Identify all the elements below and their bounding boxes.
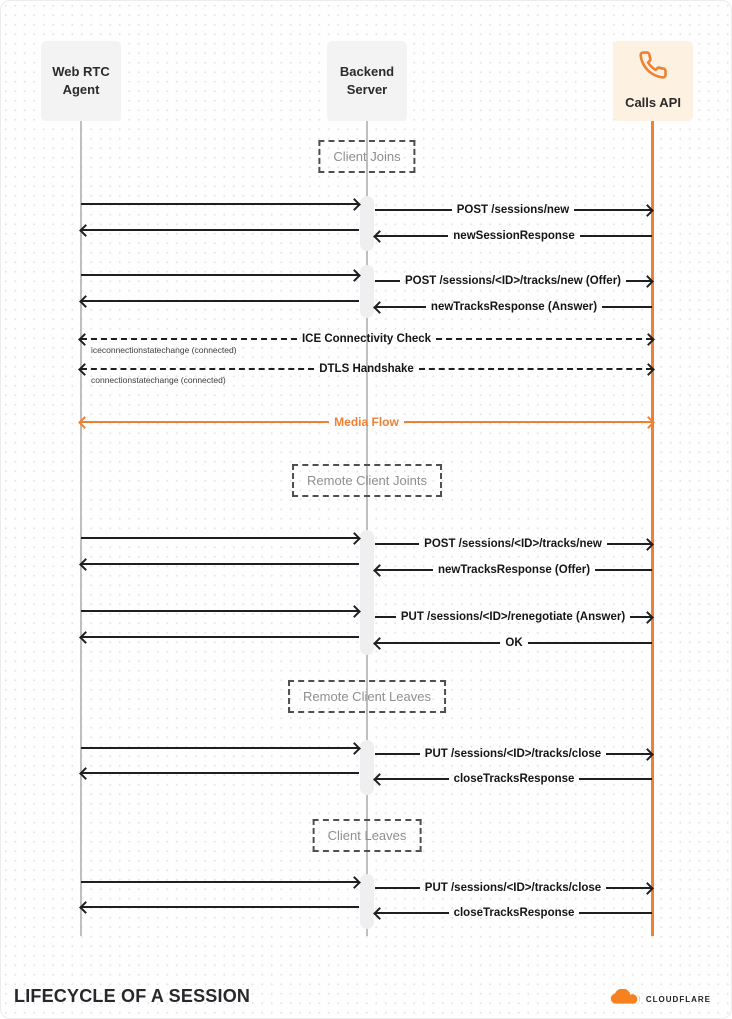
arrow-line xyxy=(579,778,652,780)
arrow-left-icon xyxy=(79,631,92,644)
arrow-right-icon xyxy=(641,538,654,551)
arrow-left-icon xyxy=(79,558,92,571)
arrow-line xyxy=(574,209,651,211)
arrow-line xyxy=(595,569,652,571)
message-label: POST /sessions/new xyxy=(456,204,570,216)
arrow-left-icon xyxy=(78,363,91,376)
span-label: ICE Connectivity Check xyxy=(301,333,432,345)
arrow-line xyxy=(82,563,359,565)
message-label: newSessionResponse xyxy=(453,230,575,242)
message-response-segment xyxy=(81,766,359,780)
arrow-left-icon xyxy=(373,907,386,920)
arrow-line xyxy=(580,235,652,237)
phone-icon xyxy=(638,50,668,85)
message-new-session-response xyxy=(375,229,652,243)
message-put-renegotiate-answer xyxy=(375,610,652,624)
message-request-segment xyxy=(81,604,359,618)
section-client-joins: Client Joins xyxy=(318,140,415,173)
arrow-line xyxy=(375,280,400,282)
activation-bar xyxy=(360,874,374,929)
arrow-line xyxy=(376,778,449,780)
arrow-line xyxy=(376,912,449,914)
arrow-right-icon xyxy=(348,198,361,211)
arrow-line xyxy=(82,300,359,302)
arrow-line xyxy=(375,887,420,889)
message-label: closeTracksResponse xyxy=(453,907,575,919)
orange-line xyxy=(404,421,652,423)
arrow-left-icon xyxy=(78,416,91,429)
ice-state-sublabel: iceconnectionstatechange (connected) xyxy=(91,345,237,355)
arrow-right-icon xyxy=(641,204,654,217)
arrow-right-icon xyxy=(641,882,654,895)
section-remote-client-joints: Remote Client Joints xyxy=(292,464,442,497)
arrow-left-icon xyxy=(373,301,386,314)
arrow-left-icon xyxy=(373,773,386,786)
message-request-segment xyxy=(81,875,359,889)
arrow-right-icon xyxy=(642,333,655,346)
arrow-line xyxy=(81,203,358,205)
message-response-segment xyxy=(81,294,359,308)
activation-bar xyxy=(360,530,374,655)
message-label: PUT /sessions/<ID>/renegotiate (Answer) xyxy=(400,611,626,623)
message-label: newTracksResponse (Offer) xyxy=(437,564,591,576)
arrow-left-icon xyxy=(373,637,386,650)
message-close-tracks-response xyxy=(375,772,652,786)
message-request-segment xyxy=(81,741,359,755)
arrow-right-icon xyxy=(348,532,361,545)
dashed-line xyxy=(81,338,297,340)
arrow-right-icon xyxy=(348,269,361,282)
arrow-line xyxy=(375,543,419,545)
message-label: closeTracksResponse xyxy=(453,773,575,785)
arrow-line xyxy=(375,616,396,618)
arrow-right-icon xyxy=(641,748,654,761)
message-label: newTracksResponse (Answer) xyxy=(430,301,598,313)
arrow-line xyxy=(375,209,452,211)
actor-label: Backend Server xyxy=(339,64,395,97)
arrow-line xyxy=(376,235,448,237)
arrow-right-icon xyxy=(348,742,361,755)
arrow-line xyxy=(81,274,358,276)
actor-label: Calls API xyxy=(625,94,681,110)
message-response-segment xyxy=(81,630,359,644)
arrow-right-icon xyxy=(348,605,361,618)
dashed-line xyxy=(81,368,314,370)
actor-webrtc-agent xyxy=(41,41,121,121)
message-close-tracks-response xyxy=(375,906,652,920)
message-put-tracks-close xyxy=(375,881,652,895)
arrow-line xyxy=(81,537,358,539)
orange-line xyxy=(81,421,329,423)
message-label: OK xyxy=(505,637,523,649)
span-dtls-handshake xyxy=(80,362,653,376)
arrow-right-icon xyxy=(642,363,655,376)
arrow-left-icon xyxy=(79,295,92,308)
section-client-leaves: Client Leaves xyxy=(313,819,422,852)
arrow-line xyxy=(375,753,420,755)
arrow-line xyxy=(528,642,652,644)
cloudflare-wordmark: CLOUDFLARE xyxy=(645,995,711,1004)
arrow-line xyxy=(82,229,359,231)
message-put-tracks-close xyxy=(375,747,652,761)
arrow-line xyxy=(602,306,652,308)
arrow-left-icon xyxy=(78,333,91,346)
message-post-sessions-new xyxy=(375,203,652,217)
arrow-right-icon xyxy=(641,611,654,624)
arrow-left-icon xyxy=(373,230,386,243)
arrow-line xyxy=(82,636,359,638)
span-label: Media Flow xyxy=(334,415,399,429)
lifeline-webrtc-agent xyxy=(80,120,82,936)
message-label: PUT /sessions/<ID>/tracks/close xyxy=(424,748,602,760)
arrow-left-icon xyxy=(79,901,92,914)
span-ice-connectivity-check xyxy=(80,332,653,346)
arrow-left-icon xyxy=(79,224,92,237)
message-ok xyxy=(375,636,652,650)
section-remote-client-leaves: Remote Client Leaves xyxy=(288,680,446,713)
arrow-left-icon xyxy=(79,767,92,780)
message-new-tracks-response-answer xyxy=(375,300,652,314)
message-new-tracks-response-offer xyxy=(375,563,652,577)
actor-calls-api xyxy=(613,41,693,121)
arrow-left-icon xyxy=(373,564,386,577)
activation-bar xyxy=(360,196,374,251)
arrow-line xyxy=(376,642,500,644)
cloudflare-cloud-icon xyxy=(610,989,642,1010)
arrow-line xyxy=(81,881,358,883)
actor-label: Web RTC Agent xyxy=(52,64,110,97)
arrow-right-icon xyxy=(348,876,361,889)
message-post-tracks-new xyxy=(375,537,652,551)
arrow-line xyxy=(81,747,358,749)
message-request-segment xyxy=(81,531,359,545)
message-response-segment xyxy=(81,900,359,914)
actor-backend-server xyxy=(327,41,407,121)
dashed-line xyxy=(419,368,652,370)
message-post-tracks-new-offer xyxy=(375,274,652,288)
activation-bar xyxy=(360,265,374,318)
arrow-right-icon xyxy=(641,275,654,288)
arrow-line xyxy=(81,610,358,612)
message-label: PUT /sessions/<ID>/tracks/close xyxy=(424,882,602,894)
arrow-line xyxy=(579,912,652,914)
connection-state-sublabel: connectionstatechange (connected) xyxy=(91,375,226,385)
message-label: POST /sessions/<ID>/tracks/new xyxy=(424,538,602,550)
message-response-segment xyxy=(81,223,359,237)
arrow-right-icon xyxy=(642,416,655,429)
message-label: POST /sessions/<ID>/tracks/new (Offer) xyxy=(404,275,622,287)
arrow-line xyxy=(82,906,359,908)
message-request-segment xyxy=(81,197,359,211)
dashed-line xyxy=(436,338,652,340)
arrow-line xyxy=(82,772,359,774)
span-media-flow xyxy=(80,415,653,429)
cloudflare-logo xyxy=(610,989,711,1010)
page-title: LIFECYCLE OF A SESSION xyxy=(14,986,251,1006)
span-label: DTLS Handshake xyxy=(319,363,414,375)
activation-bar xyxy=(360,740,374,795)
message-response-segment xyxy=(81,557,359,571)
message-request-segment xyxy=(81,268,359,282)
